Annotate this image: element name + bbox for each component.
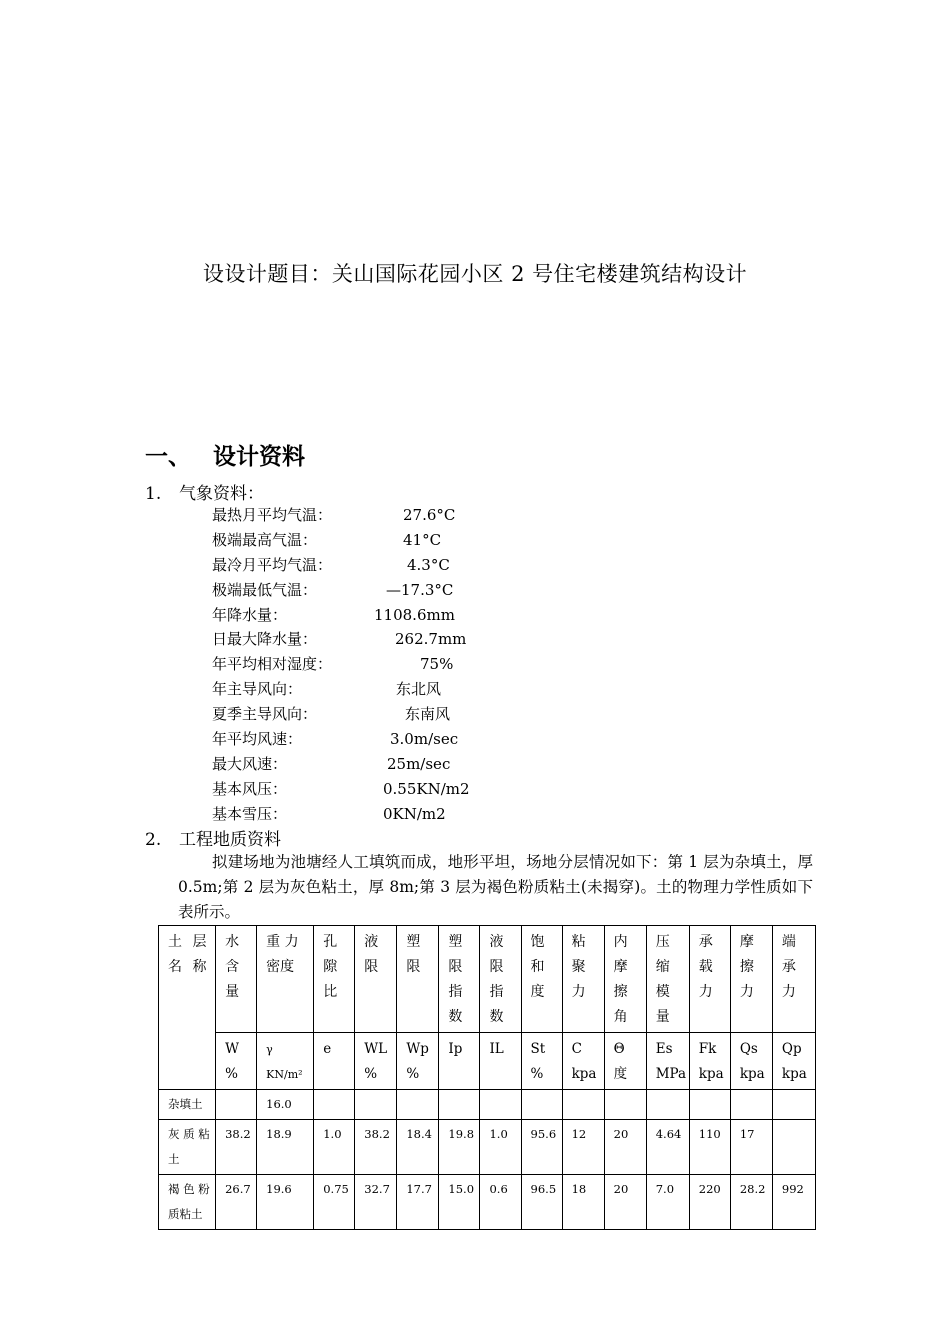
unit-cell: Ip	[439, 1033, 480, 1090]
unit-cell: W %	[216, 1033, 257, 1090]
column-header: 压缩模量	[646, 926, 689, 1033]
table-cell: 1.0	[314, 1120, 355, 1175]
table-cell	[314, 1090, 355, 1120]
column-header: 塑限	[397, 926, 439, 1033]
table-cell: 7.0	[646, 1175, 689, 1230]
climate-label: 日最大降水量：	[212, 630, 318, 649]
climate-value: 4.3°C	[407, 555, 450, 574]
climate-label: 年平均相对湿度：	[212, 655, 333, 674]
unit-cell: C kpa	[562, 1033, 604, 1090]
table-cell: 17	[730, 1120, 772, 1175]
table-cell: 38.2	[216, 1120, 257, 1175]
table-cell: 18.9	[257, 1120, 314, 1175]
table-cell: 4.64	[646, 1120, 689, 1175]
column-header: 摩擦力	[730, 926, 772, 1033]
climate-label: 最冷月平均气温：	[212, 555, 333, 574]
climate-value: 1108.6mm	[374, 605, 455, 624]
table-cell	[772, 1090, 815, 1120]
subsection-title: 工程地质资料	[179, 830, 281, 850]
table-cell: 0.6	[480, 1175, 521, 1230]
table-cell: 15.0	[439, 1175, 480, 1230]
geology-paragraph: 拟建场地为池塘经人工填筑而成，地形平坦，场地分层情况如下：第 1 层为杂填土，厚 0.5m;第 2 层为灰色粘土，厚 8m;第 3 层为褐色粉质粘土(未揭穿)。土的物理力学性质如下表所示。	[178, 853, 813, 921]
table-cell: 18.4	[397, 1120, 439, 1175]
column-header: 液限	[355, 926, 397, 1033]
climate-label: 极端最低气温：	[212, 580, 318, 599]
subsection-climate-heading	[145, 479, 264, 504]
table-cell	[562, 1090, 604, 1120]
table-cell	[521, 1090, 562, 1120]
table-cell: 28.2	[730, 1175, 772, 1230]
column-header: 粘聚力	[562, 926, 604, 1033]
table-cell	[216, 1090, 257, 1120]
section-heading	[145, 438, 305, 471]
table-row	[159, 1120, 816, 1175]
table-cell	[730, 1090, 772, 1120]
column-header: 饱和度	[521, 926, 562, 1033]
unit-cell: Qs kpa	[730, 1033, 772, 1090]
table-cell	[772, 1120, 815, 1175]
table-unit-row	[159, 1033, 816, 1090]
table-cell: 18	[562, 1175, 604, 1230]
climate-label: 年降水量：	[212, 605, 288, 624]
column-header: 重 力 密度	[257, 926, 314, 1033]
table-cell: 32.7	[355, 1175, 397, 1230]
column-header: 承载力	[689, 926, 730, 1033]
layer-name-cell: 褐 色 粉 质粘土	[159, 1175, 216, 1230]
table-cell: 16.0	[257, 1090, 314, 1120]
table-cell: 220	[689, 1175, 730, 1230]
table-cell	[604, 1090, 646, 1120]
climate-value: 262.7mm	[395, 630, 467, 649]
table-cell: 20	[604, 1175, 646, 1230]
column-header: 孔隙比	[314, 926, 355, 1033]
table-cell: 0.75	[314, 1175, 355, 1230]
unit-cell: Es MPa	[646, 1033, 689, 1090]
column-header: 端承力	[772, 926, 815, 1033]
unit-cell: e	[314, 1033, 355, 1090]
page-title: 设设计题目：关山国际花园小区 2 号住宅楼建筑结构设计	[202, 262, 748, 286]
unit-cell: Wp %	[397, 1033, 439, 1090]
climate-value: 东南风	[405, 705, 451, 724]
soil-properties-table	[158, 925, 816, 1230]
table-cell	[646, 1090, 689, 1120]
table-header-row	[159, 926, 816, 1033]
column-header: 内摩擦角	[604, 926, 646, 1033]
unit-cell: St %	[521, 1033, 562, 1090]
table-cell: 17.7	[397, 1175, 439, 1230]
climate-label: 夏季主导风向：	[212, 705, 318, 724]
column-header: 液限指数	[480, 926, 521, 1033]
unit-cell: Θ 度	[604, 1033, 646, 1090]
section-title: 设计资料	[213, 443, 305, 470]
climate-value: 东北风	[396, 680, 442, 699]
climate-label: 基本雪压：	[212, 804, 288, 823]
climate-value: 0.55KN/m2	[383, 779, 470, 798]
table-cell	[397, 1090, 439, 1120]
table-cell: 38.2	[355, 1120, 397, 1175]
table-cell: 20	[604, 1120, 646, 1175]
layer-name-header: 土 层 名 称	[159, 926, 216, 1090]
table-cell: 26.7	[216, 1175, 257, 1230]
table-cell	[355, 1090, 397, 1120]
climate-value: 0KN/m2	[383, 804, 446, 823]
subsection-title: 气象资料：	[179, 484, 264, 504]
section-number: 一、	[145, 443, 191, 470]
table-cell	[480, 1090, 521, 1120]
unit-cell: Fk kpa	[689, 1033, 730, 1090]
table-row	[159, 1175, 816, 1230]
climate-value: 27.6°C	[403, 506, 456, 524]
unit-cell: γ KN/m²	[257, 1033, 314, 1090]
climate-value: 3.0m/sec	[390, 730, 459, 749]
layer-name-cell: 灰 质 粘 土	[159, 1120, 216, 1175]
table-cell: 110	[689, 1120, 730, 1175]
table-cell: 992	[772, 1175, 815, 1230]
subsection-geology-heading	[145, 825, 281, 850]
climate-value: 75%	[420, 655, 454, 674]
climate-label: 极端最高气温：	[212, 530, 318, 549]
column-header: 塑限指数	[439, 926, 480, 1033]
table-cell: 19.8	[439, 1120, 480, 1175]
table-row	[159, 1090, 816, 1120]
climate-value: —17.3°C	[386, 580, 454, 599]
column-header: 水含量	[216, 926, 257, 1033]
unit-cell: WL %	[355, 1033, 397, 1090]
table-cell	[689, 1090, 730, 1120]
table-cell: 12	[562, 1120, 604, 1175]
subsection-number: 1.	[145, 484, 162, 504]
table-cell: 95.6	[521, 1120, 562, 1175]
table-cell	[439, 1090, 480, 1120]
table-cell: 1.0	[480, 1120, 521, 1175]
layer-name-cell: 杂填土	[159, 1090, 216, 1120]
climate-label: 年平均风速：	[212, 730, 303, 749]
climate-label: 最大风速：	[212, 754, 288, 773]
subsection-number: 2.	[145, 830, 162, 850]
unit-cell: IL	[480, 1033, 521, 1090]
climate-label: 最热月平均气温：	[212, 506, 333, 524]
table-cell: 19.6	[257, 1175, 314, 1230]
climate-label: 基本风压：	[212, 779, 288, 798]
table-cell: 96.5	[521, 1175, 562, 1230]
climate-label: 年主导风向：	[212, 680, 303, 699]
climate-value: 41°C	[403, 530, 442, 549]
climate-value: 25m/sec	[387, 754, 451, 773]
unit-cell: Qp kpa	[772, 1033, 815, 1090]
